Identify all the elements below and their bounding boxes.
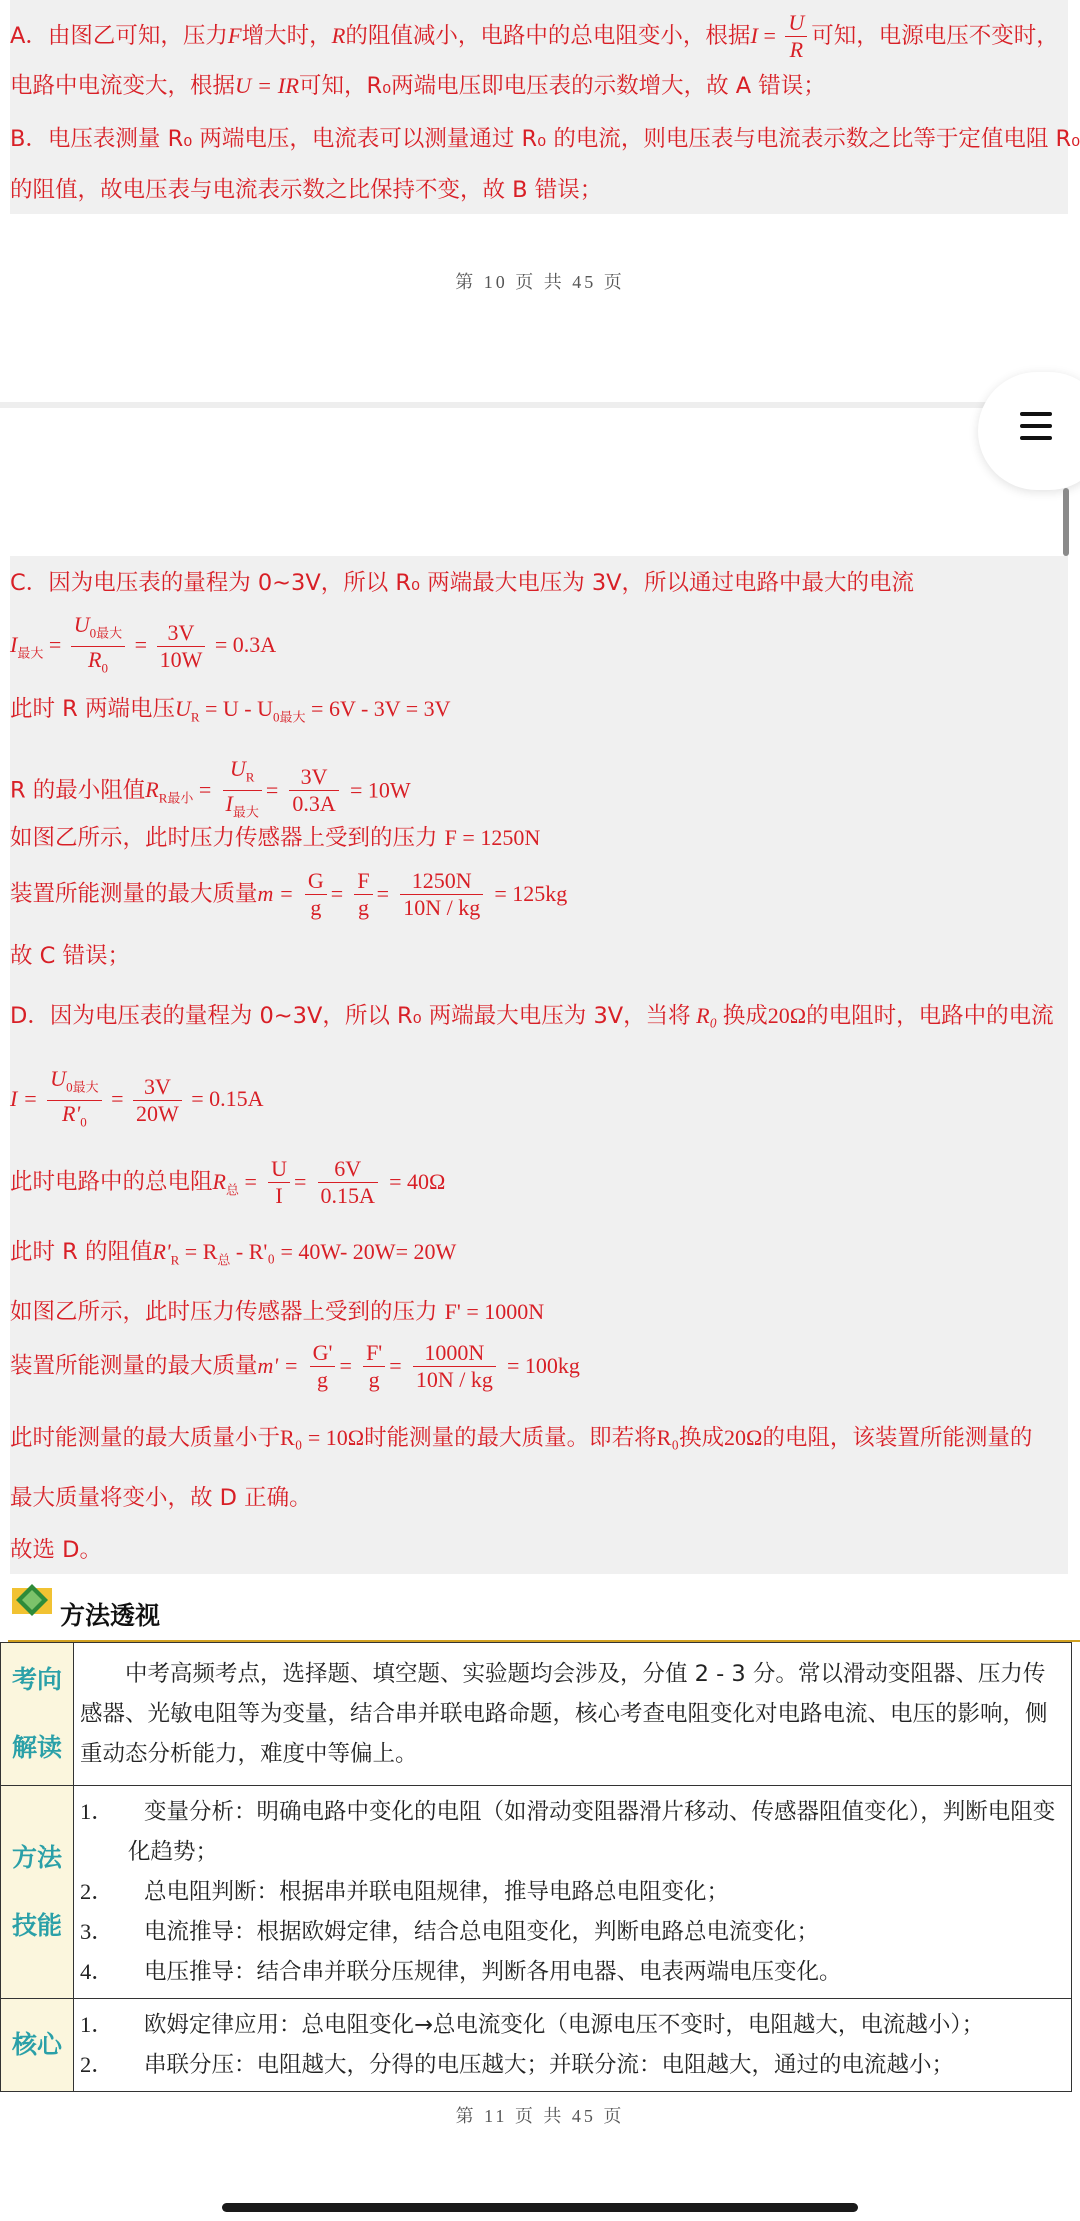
- menu-button[interactable]: [978, 372, 1080, 490]
- text: 电路中电流变大，根据: [10, 73, 236, 99]
- page-footer-11: 第 11 页 共 45 页: [455, 2106, 625, 2126]
- answer-line-c3: 此时 R 两端电压$U_R = U - U_{0最大} = 6V - 3V = 3V$: [10, 696, 451, 725]
- answer-line-c4: R 的最小阻值$R_{R最小}$ = $\frac{U_R}{I_{最大}}$ = $\frac{3V}{0.3A}$ = 10W: [10, 756, 411, 820]
- answer-line-d1: D．因为电压表的量程为 0~3V，所以 R₀ 两端最大电压为 3V，当将 R₀ 换成20Ω的电阻时，电路中的电流: [10, 1003, 1054, 1029]
- formula-d2: I = $\frac{U_{0最大}}{R'_0}$ = $\frac{3V}{20W}$ = 0.15A: [10, 1066, 264, 1130]
- home-indicator[interactable]: [222, 2203, 858, 2212]
- menu-icon: [1020, 436, 1052, 440]
- text: 增大时，: [241, 23, 332, 49]
- menu-icon: [1020, 424, 1052, 428]
- text: 可知，电源电压不变时，: [811, 23, 1059, 49]
- menu-icon: [1020, 412, 1052, 416]
- fraction-U-R: $\frac{U}{R}$: [785, 10, 807, 63]
- page-divider: [0, 402, 1080, 408]
- answer-line-d9: 故选 D。: [10, 1537, 102, 1563]
- list-item: 2． 总电阻判断：根据串并联电阻规律，推导电路总电阻变化；: [80, 1879, 730, 1905]
- answer-line-a1: A．由图乙可知，压力F增大时，R的阻值减小，电路中的总电阻变小，根据I = $\frac{U}{R}$ 可知，电源电压不变时，: [10, 10, 1059, 62]
- row-head: 核心: [1, 1999, 74, 2092]
- row-head: 考向 解读: [1, 1643, 74, 1786]
- answer-line-d6: 装置所能测量的最大质量m' = $\frac{G'}{g}$ = $\frac{F'}{g}$ = $\frac{1000N}{10N / kg}$ = 100kg: [10, 1340, 580, 1392]
- table-row: [1, 1786, 1072, 1999]
- answer-line-b1: B．电压表测量 R₀ 两端电压，电流表可以测量通过 R₀ 的电流，则电压表与电流表示数之比等于定值电阻 R₀: [10, 126, 1080, 152]
- symbol-F: F: [227, 23, 242, 48]
- scrollbar-thumb[interactable]: [1063, 488, 1069, 556]
- section-title-label: 方法透视: [60, 1601, 161, 1630]
- answer-line-b2: 的阻值，故电压表与电流表示数之比保持不变，故 B 错误；: [10, 177, 603, 203]
- table-row: [1, 1999, 1072, 2092]
- answer-line-c1: C．因为电压表的量程为 0~3V，所以 R₀ 两端最大电压为 3V，所以通过电路中最大的电流: [10, 570, 915, 596]
- row-head: 方法 技能: [1, 1786, 74, 1999]
- list-item: 3． 电流推导：根据欧姆定律，结合总电阻变化，判断电路总电流变化；: [80, 1919, 820, 1945]
- formula: U = IR: [235, 73, 299, 98]
- text: 的阻值减小，电路中的总电阻变小，根据: [345, 23, 751, 49]
- row-body: 中考高频考点，选择题、填空题、实验题均会涉及，分值 2 - 3 分。常以滑动变阻器、压力传感器、光敏电阻等为变量，结合串并联电路命题，核心考查电阻变化对电路电流、电压的影响，侧重动态分析能力，难度中等偏上。: [74, 1643, 1072, 1786]
- row-body: [74, 1786, 1072, 1999]
- row-body: [74, 1999, 1072, 2092]
- table-row: [1, 1643, 1072, 1786]
- answer-line-d4: 此时 R 的阻值$R'_R = R_总 - R'_0 = 40W-$ 20W= 20W: [10, 1239, 457, 1268]
- answer-line-d3: 此时电路中的总电阻$R_总$ = $\frac{U}{I}$ = $\frac{6V}{0.15A}$ = 40Ω: [10, 1156, 446, 1208]
- answer-line-a2: [10, 70, 826, 102]
- answer-line-c7: 故 C 错误；: [10, 943, 131, 969]
- list-item: 2． 串联分压：电阻越大，分得的电压越大；并联分流：电阻越大，通过的电流越小；: [80, 2052, 955, 2078]
- answer-line-d7: 此时能测量的最大质量小于R₀ = 10Ω时能测量的最大质量。即若将R₀换成20Ω的电阻，该装置所能测量的: [10, 1425, 1033, 1451]
- answer-line-d8: 最大质量将变小，故 D 正确。: [10, 1485, 312, 1511]
- page-footer-10: 第 10 页 共 45 页: [455, 272, 625, 292]
- text: 可知，R₀两端电压即电压表的示数增大，故 A 错误；: [298, 73, 826, 99]
- symbol-I: I: [750, 23, 758, 48]
- list-item: 4． 电压推导：结合串并联分压规律，判断各用电器、电表两端电压变化。: [80, 1959, 842, 1985]
- answer-line-c6: 装置所能测量的最大质量m = $\frac{G}{g}$ = $\frac{F}{g}$ = $\frac{1250N}{10N / kg}$ = 125kg: [10, 868, 568, 920]
- answer-line-d5: 如图乙所示，此时压力传感器上受到的压力 F' = 1000N: [10, 1299, 545, 1325]
- answer-line-c5: 如图乙所示，此时压力传感器上受到的压力 F = 1250N: [10, 825, 541, 851]
- list-item: 1． 变量分析：明确电路中变化的电阻（如滑动变阻器滑片移动、传感器阻值变化），判断电阻变化趋势；: [80, 1799, 1056, 1865]
- list-item: 1． 欧姆定律应用：总电阻变化→总电流变化（电源电压不变时，电阻越大，电流越小）；: [80, 2012, 985, 2038]
- formula-c2: $I_{最大}$ = $\frac{U_{0最大}}{R_0}$ = $\frac{3V}{10W}$ = 0.3A: [10, 612, 277, 676]
- diamond-icon: [8, 1582, 56, 1622]
- text: A．由图乙可知，压力: [10, 23, 228, 49]
- method-table: [0, 1642, 1072, 2092]
- symbol-R: R: [331, 23, 346, 48]
